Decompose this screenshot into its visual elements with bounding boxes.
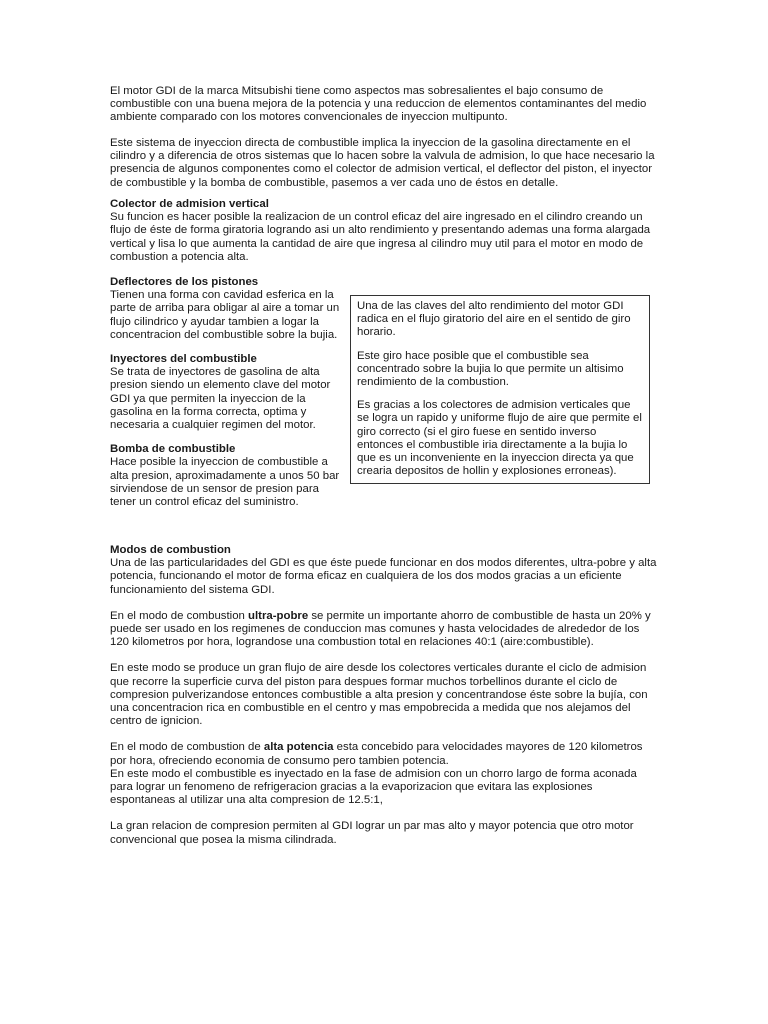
info-sidebox (350, 295, 650, 484)
modos-paragraph-4 (110, 741, 658, 767)
modos-p2-post: se permite un importante ahorro de combustible de hasta un 20% y puede ser usado en los regimenes de conduccion mas comunes y hasta velocidades de alrededor de los 120 kilometros por hora, lograndose una combustion total en relaciones 40:1 (aire:combustible). (110, 609, 651, 649)
modos-paragraph-5: En este modo el combustible es inyectado en la fase de admision con un chorro largo de forma aconada para lograr un fenomeno de refrigeracion gracias a la evaporizacion que evitara las explosiones espontaneas al utilizar una alta compresion de 12.5:1, (110, 767, 637, 807)
inyectores-section (110, 353, 342, 432)
components-column (110, 276, 342, 520)
bomba-heading: Bomba de combustible (110, 443, 236, 456)
sidebox-paragraph-2: Este giro hace posible que el combustible sea concentrado sobre la bujia lo que permite un altisimo rendimiento de la combustion. (357, 349, 624, 389)
intro-paragraph-1: El motor GDI de la marca Mitsubishi tiene como aspectos mas sobresalientes el bajo consumo de combustible con una buena mejora de la potencia y una reduccion de elementos contaminantes del medio ambiente comparado con los motores convencionales de inyeccion multipunto. (110, 85, 647, 124)
bomba-text: Hace posible la inyeccion de combustible a alta presion, aproximadamente a unos 50 bar sirviendose de un sensor de presion para tener un control eficaz del suministro. (110, 456, 340, 509)
modos-paragraph-3: En este modo se produce un gran flujo de aire desde los colectores verticales durante el ciclo de admision que recorre la superficie curva del piston para despues formar muchos torbellinos durante el ciclo de compresion pulverizandose entonces combustible a alta presion y concentrandose éste sobre la bujía, con una concentracion rica en combustible en el centro y mas empobrecida a medida que nos alejamos del centro de ignicion. (110, 662, 648, 728)
inyectores-heading: Inyectores del combustible (110, 353, 257, 366)
ultra-pobre-term: ultra-pobre (248, 609, 309, 622)
modos-p2-pre: En el modo de combustion (110, 609, 249, 622)
modos-p4-pre: En el modo de combustion de (110, 741, 264, 754)
modos-p4-post: esta concebido para velocidades mayores de 120 kilometros por hora, ofreciendo economia de consumo pero tambien potencia. (110, 741, 643, 767)
modos-paragraph-6: La gran relacion de compresion permiten al GDI lograr un par mas alto y mayor potencia que otro motor convencional que posea la misma cilindrada. (110, 820, 634, 846)
deflectores-section (110, 276, 342, 342)
sidebox-paragraph-1: Una de las claves del alto rendimiento del motor GDI radica en el flujo giratorio del aire en el sentido de giro horario. (357, 300, 631, 339)
intro-paragraph-2: Este sistema de inyeccion directa de combustible implica la inyeccion de la gasolina directamente en el cilindro y a diferencia de otros sistemas que lo hacen sobre la valvula de admision, lo que hace necesario la presencia de algunos componentes como el colector de admision vertical, el deflector del piston, el inyector de combustible y la bomba de combustible, pasemos a ver cada uno de éstos en detalle. (110, 137, 655, 189)
modos-paragraph-1: Una de las particularidades del GDI es que éste puede funcionar en dos modos diferentes, ultra-pobre y alta potencia, funcionando el motor de forma eficaz en cualquiera de los dos modos gracias a un eficiente funcionamiento del sistema GDI. (110, 557, 657, 596)
modos-section (110, 544, 658, 860)
colector-heading: Colector de admision vertical (110, 198, 269, 210)
bomba-section (110, 443, 342, 509)
inyectores-text: Se trata de inyectores de gasolina de alta presion siendo un elemento clave del motor GDI ya que permiten la inyeccion de la gasolina en la forma correcta, optima y necesaria a cualquier regimen del motor. (110, 366, 331, 432)
colector-section (110, 198, 658, 264)
colector-text: Su funcion es hacer posible la realizacion de un control eficaz del aire ingresado en el cilindro creando un flujo de éste de forma giratoria logrando asi un alto rendimiento y presentando ademas una forma alargada vertical y lisa lo que aumenta la cantidad de aire que ingresa al cilindro muy util para el motor en modo de combustion a potencia alta. (110, 211, 651, 263)
modos-paragraph-2 (110, 610, 658, 650)
alta-potencia-term: alta potencia (263, 741, 334, 754)
sidebox-paragraph-3: Es gracias a los colectores de admision verticales que se logra un rapido y uniforme flujo de aire que permite el giro correcto (si el giro fuese en sentido inverso entonces el combustible iria directamente a la bujia lo que es un inconveniente en la inyeccion directa ya que crearia depositos de hollin y explosiones erroneas). (357, 399, 642, 478)
modos-heading: Modos de combustion (110, 544, 231, 556)
deflectores-heading: Deflectores de los pistones (110, 276, 259, 288)
deflectores-text: Tienen una forma con cavidad esferica en la parte de arriba para obligar al aire a tomar un flujo cilindrico y ayudar tambien a logar la concentracion del combustible sobre la bujia. (110, 289, 340, 341)
